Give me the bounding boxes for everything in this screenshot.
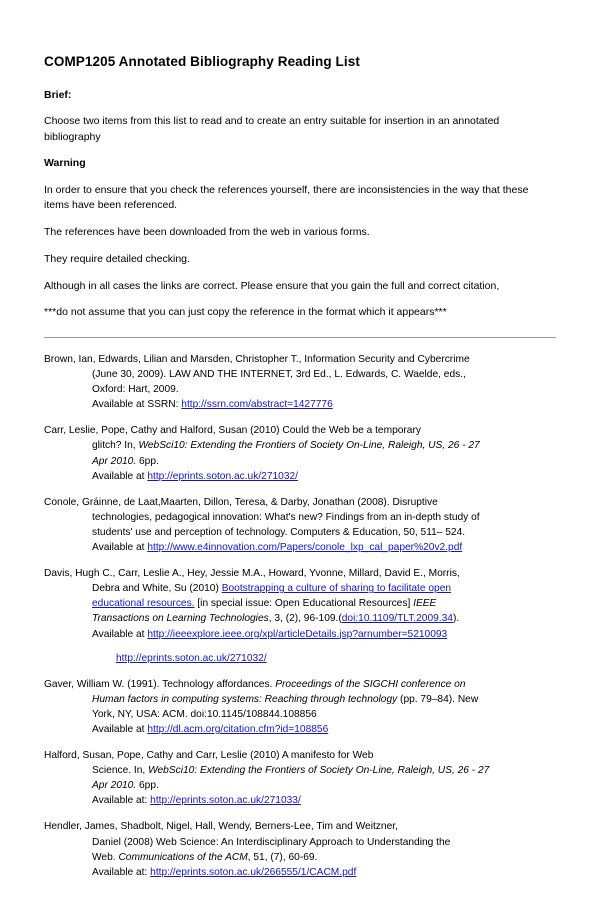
- reference-link[interactable]: http://www.e4innovation.com/Papers/conole_lxp_cal_paper%20v2.pdf: [147, 542, 463, 554]
- warning-heading: Warning: [44, 157, 86, 170]
- reference-link[interactable]: http://dl.acm.org/citation.cfm?id=108856: [147, 723, 329, 735]
- reference-entry-carr: [44, 423, 556, 483]
- available-label: Available at: [92, 723, 148, 735]
- reference-entry-davis: [44, 566, 556, 666]
- reference-line: Oxford: Hart, 2009.: [92, 384, 179, 396]
- reference-availability: [68, 540, 556, 555]
- reference-line: [68, 454, 556, 469]
- reference-line: Brown, Ian, Edwards, Lilian and Marsden, Christopher T., Information Security and Cybercrime: [44, 354, 470, 365]
- reference-line: Carr, Leslie, Pope, Cathy and Halford, Susan (2010) Could the Web be a temporary: [44, 425, 421, 437]
- reference-italic: Transactions on Learning Technologies: [92, 613, 269, 625]
- reference-italic: Apr 2010.: [92, 455, 137, 467]
- available-label: Available at:: [92, 795, 151, 807]
- reference-extra-link[interactable]: http://eprints.soton.ac.uk/271032/: [116, 652, 267, 664]
- reference-line: [44, 679, 466, 690]
- reference-text: Science. In,: [92, 765, 149, 777]
- reference-line: [68, 692, 556, 707]
- reference-list: [44, 352, 556, 880]
- available-label: Available at: [92, 470, 148, 482]
- reference-line: York, NY, USA: ACM. doi:10.1145/108844.108856: [92, 708, 317, 720]
- reference-text: Debra and White, Su (2010): [92, 583, 222, 595]
- reference-link[interactable]: http://eprints.soton.ac.uk/271032/: [147, 470, 298, 482]
- available-label: Available at: [92, 628, 148, 640]
- warning-paragraph-1: In order to ensure that you check the references yourself, there are inconsistencies in the way that these items have been referenced.: [44, 183, 529, 212]
- reference-line: [68, 850, 556, 865]
- reference-entry-brown: [44, 352, 556, 412]
- reference-availability: [68, 627, 556, 642]
- reference-line: (June 30, 2009). LAW AND THE INTERNET, 3rd Ed., L. Edwards, C. Waelde, eds.,: [92, 369, 466, 381]
- reference-line: [68, 763, 556, 778]
- reference-italic: WebSci10: Extending the Frontiers of Society On-Line, Raleigh, US, 26 - 27: [138, 440, 480, 452]
- brief-heading: Brief:: [44, 88, 72, 101]
- reference-line: students' use and perception of technology. Computers & Education, 50, 511– 524.: [92, 526, 466, 538]
- reference-text: glitch? In,: [92, 440, 139, 452]
- reference-entry-halford: [44, 748, 556, 808]
- reference-text: ).: [452, 613, 460, 625]
- warning-paragraph-5: ***do not assume that you can just copy the reference in the format which it appears***: [44, 306, 447, 319]
- reference-line: [68, 438, 556, 453]
- reference-italic: Proceedings of the SIGCHI conference on: [275, 678, 466, 690]
- reference-link[interactable]: http://eprints.soton.ac.uk/271033/: [150, 795, 301, 807]
- reference-line: Hendler, James, Shadbolt, Nigel, Hall, Wendy, Berners-Lee, Tim and Weitzner,: [44, 821, 398, 833]
- reference-entry-hendler: [44, 819, 556, 879]
- available-label: Available at:: [92, 866, 151, 878]
- warning-paragraph-4: Although in all cases the links are correct. Please ensure that you gain the full and correct citation,: [44, 279, 500, 292]
- divider: [44, 337, 556, 338]
- reference-entry-conole: [44, 495, 556, 555]
- warning-paragraph-3: They require detailed checking.: [44, 252, 190, 265]
- reference-text: [in special issue: Open Educational Resources]: [194, 598, 414, 610]
- reference-text: (pp. 79–84). New: [397, 693, 479, 705]
- reference-availability: [68, 865, 556, 880]
- reference-line: Davis, Hugh C., Carr, Leslie A., Hey, Jessie M.A., Howard, Yvonne, Millard, David E., Morris,: [44, 568, 460, 580]
- reference-line: Halford, Susan, Pope, Cathy and Carr, Leslie (2010) A manifesto for Web: [44, 750, 374, 762]
- reference-line: Conole, Gráinne, de Laat,Maarten, Dillon, Teresa, & Darby, Jonathan (2008). Disruptive: [44, 496, 438, 508]
- reference-text: 6pp.: [136, 455, 159, 467]
- page-title: COMP1205 Annotated Bibliography Reading List: [44, 54, 360, 69]
- reference-title-link[interactable]: Bootstrapping a culture of sharing to facilitate open: [221, 583, 452, 595]
- reference-text: Gaver, William W. (1991). Technology affordances.: [44, 678, 276, 690]
- reference-line: [68, 581, 556, 596]
- reference-availability: [68, 469, 556, 484]
- reference-line: technologies, pedagogical innovation: What's new? Findings from an in-depth study of: [92, 511, 480, 523]
- reference-link[interactable]: http://ieeexplore.ieee.org/xpl/articleDetails.jsp?arnumber=5210093: [147, 628, 448, 640]
- reference-italic: WebSci10: Extending the Frontiers of Society On-Line, Raleigh, US, 26 - 27: [148, 765, 490, 777]
- reference-line: [68, 778, 556, 793]
- reference-italic: IEEE: [413, 598, 437, 610]
- reference-availability: [68, 793, 556, 808]
- reference-title-link[interactable]: educational resources.: [92, 598, 195, 610]
- brief-text: Choose two items from this list to read and to create an entry suitable for insertion in an annotated bibliography: [44, 114, 500, 143]
- warning-paragraph-2: The references have been downloaded from the web in various forms.: [44, 226, 370, 238]
- reference-italic: Communications of the ACM: [118, 851, 248, 863]
- reference-availability: [68, 722, 556, 737]
- reference-text: , 3, (2), 96-109.(: [268, 613, 342, 625]
- reference-entry-gaver: [44, 677, 556, 737]
- reference-line: [68, 596, 556, 611]
- reference-text: 6pp.: [136, 780, 159, 792]
- reference-italic: Human factors in computing systems: Reaching through technology: [92, 693, 398, 705]
- available-label: Available at: [92, 542, 148, 554]
- reference-line: Daniel (2008) Web Science: An Interdisciplinary Approach to Understanding the: [92, 836, 451, 848]
- reference-availability: [68, 397, 556, 412]
- reference-text: Web.: [92, 851, 119, 863]
- reference-extra-link-wrap: [68, 651, 556, 666]
- available-label: Available at SSRN:: [92, 399, 182, 411]
- reference-line: [68, 611, 556, 626]
- reference-italic: Apr 2010.: [92, 780, 137, 792]
- reference-link[interactable]: http://eprints.soton.ac.uk/266555/1/CACM.pdf: [150, 866, 357, 878]
- reference-link[interactable]: http://ssrn.com/abstract=1427776: [181, 399, 333, 411]
- doi-link[interactable]: doi:10.1109/TLT.2009.34: [341, 613, 453, 625]
- reference-text: , 51, (7), 60-69.: [247, 851, 318, 863]
